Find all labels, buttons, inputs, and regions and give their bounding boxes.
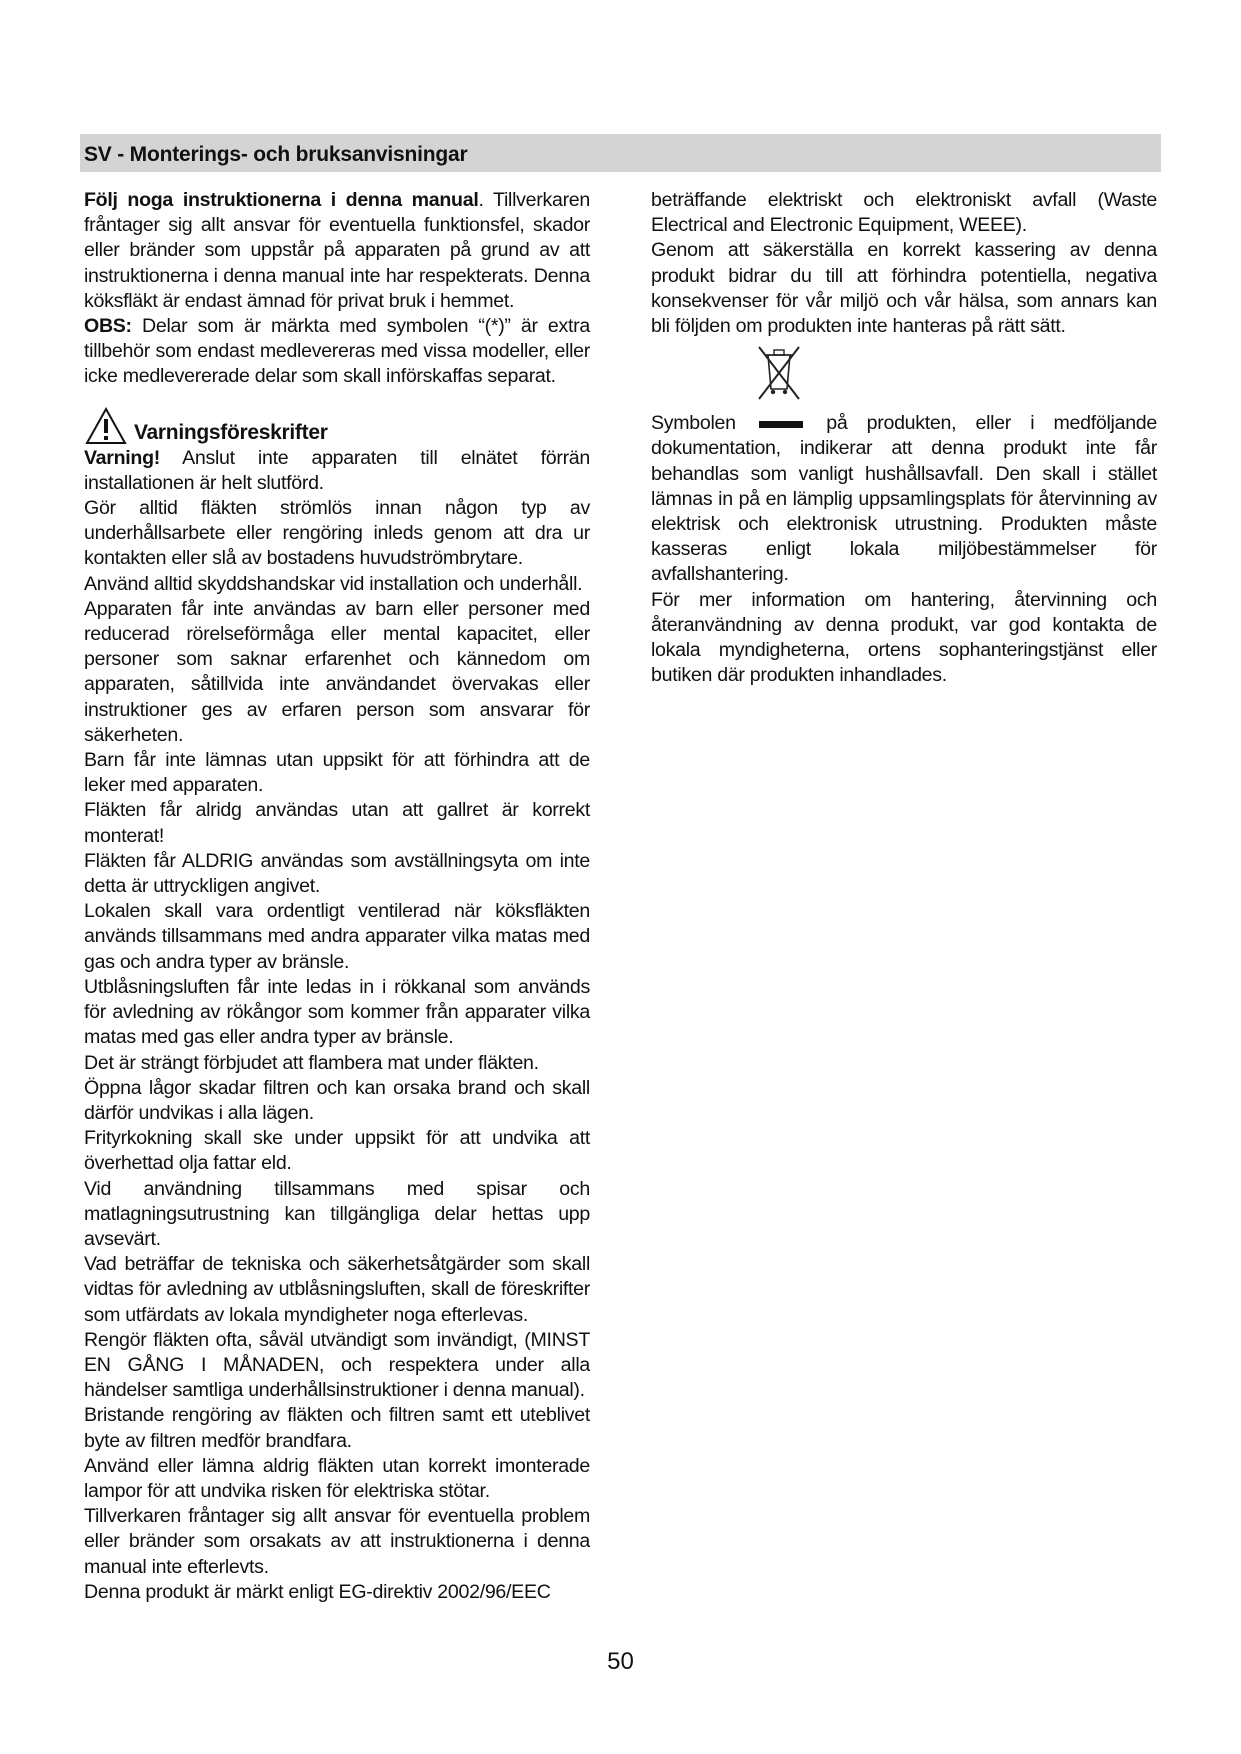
obs-paragraph [84,314,590,390]
paragraph: Vad beträffar de tekniska och säkerhetsåtgärder som skall vidtas för avledning av utblåsningsluften, skall de föreskrifter som utfärdats av lokala myndigheter noga efterlevas. [84,1253,590,1326]
weee-paragraph: beträffande elektriskt och elektroniskt avfall (Waste Electrical and Electronic Equipment, WEEE). [651,189,1157,237]
obs-label: OBS: [84,315,132,338]
paragraph: Barn får inte lämnas utan uppsikt för att förhindra att de leker med apparaten. [84,749,590,797]
right-column [651,188,1157,688]
paragraph: Gör alltid fläkten strömlös innan någon typ av underhållsarbete eller rengöring inleds genom att dra ur kontakten eller slå av bostadens huvudströmbrytare. [84,497,590,570]
intro-text: . Tillverkaren fråntager sig allt ansvar för eventuella funktionsfel, skador eller bränder som uppstår på apparaten på grund av att instruktionerna i denna manual inte har respekterats. Denna köksfläkt är endast ämnad för privat bruk i hemmet. [84,189,590,312]
symbol-text: på produkten, eller i medföljande dokumentation, indikerar att denna produkt inte får behandlas som vanligt hushållsavfall. Den skall i stället lämnas in på en lämplig uppsamlingsplats för återvinning av elektrisk och elektronisk utrustning. Produkten måste kasseras enligt lokala miljöbestämmelser för avfallshantering. [651,412,1157,586]
section-title: SV - Monterings- och bruksanvisningar [84,143,468,166]
paragraph: Fläkten får ALDRIG användas som avställningsyta om inte detta är uttryckligen angivet. [84,849,590,898]
paragraph: Det är strängt förbjudet att flambera mat under fläkten. [84,1051,539,1074]
paragraph: Bristande rengöring av fläkten och filtren samt ett uteblivet byte av filtren medför brandfara. [84,1404,590,1452]
symbol-word: Symbolen [651,412,736,435]
intro-bold: Följ noga instruktionerna i denna manual [84,189,479,211]
symbol-paragraph [651,411,1157,587]
warning-title: Varningsföreskrifter [134,420,328,444]
paragraph: Tillverkaren fråntager sig allt ansvar för eventuella problem eller bränder som orsakats av att instruktionerna i denna manual inte efterlevts. [84,1505,590,1578]
paragraph: Apparaten får inte användas av barn eller personer med reducerad rörelseförmåga eller mental kapacitet, eller personer som saknar erfarenhet och kännedom om apparaten, såtillvida inte användandet övervakas eller instruktioner ges av erfaren person som ansvarar för säkerheten. [84,597,590,746]
disposal-paragraph: Genom att säkerställa en korrekt kassering av denna produkt bidrar du till att förhindra potentiella, negativa konsekvenser för vår miljö och vår hälsa, som annars kan bli följden om produkten inte hanteras på rätt sätt. [651,239,1157,338]
paragraph: Utblåsningsluften får inte ledas in i rökkanal som används för avledning av rökångor som kommer från apparater vilka matas med gas eller andra typer av bränsle. [84,975,590,1049]
paragraph: Rengör fläkten ofta, såväl utvändigt som invändigt, (MINST EN GÅNG I MÅNADEN, och respektera under alla händelser samtliga underhållsinstruktioner i denna manual). [84,1328,590,1402]
page-number: 50 [607,1648,634,1675]
obs-text: Delar som är märkta med symbolen “(*)” är extra tillbehör som endast medlevereras med vissa modeller, eller icke medlevererade delar som skall införskaffas separat. [84,315,590,388]
warning-label: Varning! [84,446,160,469]
weee-symbol-area [651,343,1157,409]
crossed-bin-icon [751,343,807,403]
intro-paragraph [84,188,590,314]
paragraph: Vid användning tillsammans med spisar och matlagningsutrustning kan tillgängliga delar hettas upp avsevärt. [84,1177,590,1250]
black-bar-symbol [759,421,803,428]
warning-heading [84,400,590,446]
paragraph: Öppna lågor skadar filtren och kan orsaka brand och skall därför undvikas i alla lägen. [84,1076,590,1124]
warning-text: Anslut inte apparaten till elnätet förrän installationen är helt slutförd. [84,446,590,494]
warning-paragraph [84,446,590,496]
paragraph: Denna produkt är märkt enligt EG-direktiv 2002/96/EEC [84,1580,551,1603]
paragraph: Använd alltid skyddshandskar vid installation och underhåll. [84,572,583,595]
information-paragraph: För mer information om hantering, återvinning och återanvändning av denna produkt, var god kontakta de lokala myndigheterna, ortens sophanteringstjänst eller butiken där produkten inhandlades. [651,588,1157,687]
left-column [84,188,590,1605]
paragraph: Lokalen skall vara ordentligt ventilerad när köksfläkten används tillsammans med andra apparater vilka matas med gas och andra typer av bränsle. [84,900,590,973]
paragraph: Fläkten får alridg användas utan att gallret är korrekt monterat! [84,799,590,847]
paragraph: Frityrkokning skall ske under uppsikt för att undvika att överhettad olja fattar eld. [84,1127,590,1175]
paragraph: Använd eller lämna aldrig fläkten utan korrekt imonterade lampor för att undvika risken för elektriska stötar. [84,1454,590,1502]
warning-triangle-icon [84,406,128,446]
